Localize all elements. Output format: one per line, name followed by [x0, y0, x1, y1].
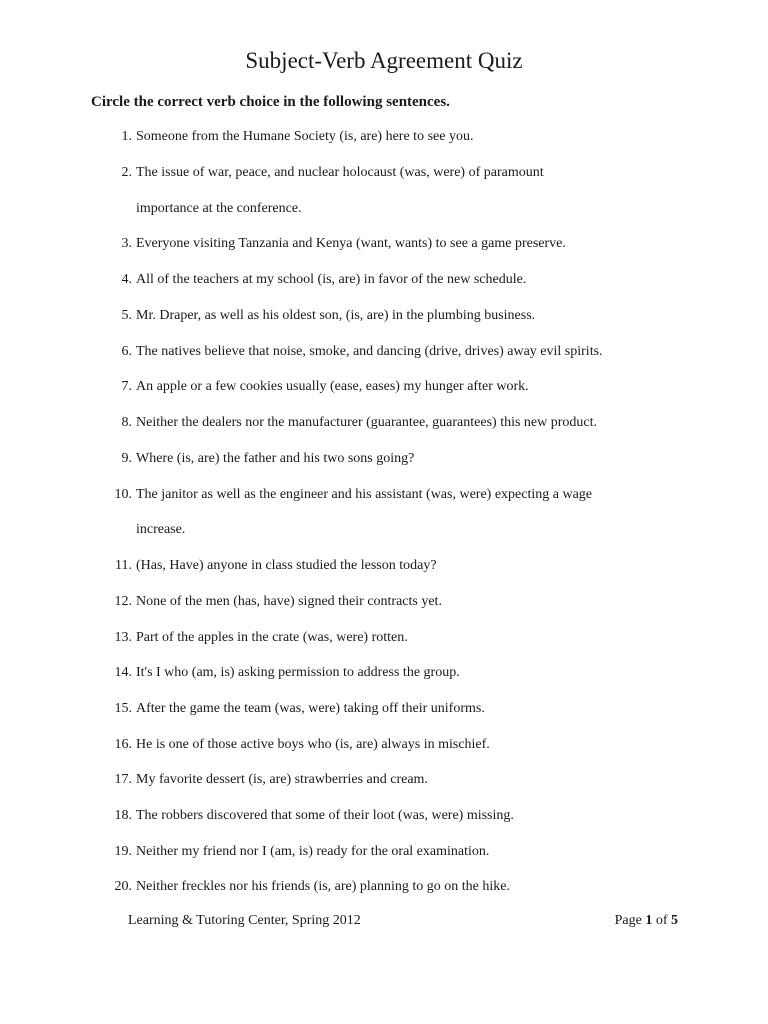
quiz-item	[0, 592, 768, 612]
item-text: Neither my friend nor I (am, is) ready for the oral examination.	[136, 844, 490, 859]
page-total: 5	[671, 913, 678, 928]
page-title: Subject-Verb Agreement Quiz	[245, 48, 523, 73]
item-number: 16.	[114, 737, 132, 752]
item-number: 20.	[114, 879, 132, 894]
item-text: Where (is, are) the father and his two sons going?	[136, 451, 415, 466]
quiz-item	[0, 270, 768, 290]
quiz-item	[0, 127, 768, 147]
page-current: 1	[645, 913, 653, 928]
page-label: Page	[614, 913, 642, 928]
item-text: Neither freckles nor his friends (is, are) planning to go on the hike.	[136, 879, 511, 894]
item-number: 7.	[121, 379, 132, 394]
item-text: It's I who (am, is) asking permission to address the group.	[136, 665, 460, 680]
item-text: Mr. Draper, as well as his oldest son, (is, are) in the plumbing business.	[136, 308, 536, 323]
quiz-item	[0, 342, 768, 362]
item-text: The issue of war, peace, and nuclear holocaust (was, were) of paramount	[136, 165, 544, 180]
item-number: 3.	[121, 236, 132, 251]
item-number: 2.	[121, 165, 132, 180]
item-number: 1.	[121, 129, 132, 144]
item-number: 14.	[114, 665, 132, 680]
item-text: Someone from the Humane Society (is, are) here to see you.	[136, 129, 474, 144]
item-text: An apple or a few cookies usually (ease, eases) my hunger after work.	[136, 379, 529, 394]
item-text: Everyone visiting Tanzania and Kenya (want, wants) to see a game preserve.	[136, 236, 566, 251]
item-text: The janitor as well as the engineer and his assistant (was, were) expecting a wage	[136, 487, 592, 502]
quiz-item	[0, 234, 768, 254]
instructions: Circle the correct verb choice in the following sentences.	[91, 94, 450, 110]
quiz-item	[0, 842, 768, 862]
item-text-continuation: importance at the conference.	[136, 201, 302, 216]
quiz-item	[0, 449, 768, 469]
footer-center-name: Learning & Tutoring Center, Spring 2012	[128, 913, 361, 928]
item-number: 5.	[121, 308, 132, 323]
item-number: 18.	[114, 808, 132, 823]
page-number	[615, 911, 678, 931]
quiz-item	[0, 377, 768, 397]
quiz-item	[0, 556, 768, 576]
quiz-item	[0, 413, 768, 433]
item-text: (Has, Have) anyone in class studied the lesson today?	[136, 558, 437, 573]
quiz-item	[0, 163, 768, 183]
quiz-item	[0, 735, 768, 755]
item-text: None of the men (has, have) signed their contracts yet.	[136, 594, 442, 609]
item-text: Part of the apples in the crate (was, were) rotten.	[136, 630, 408, 645]
item-number: 8.	[121, 415, 132, 430]
item-text: Neither the dealers nor the manufacturer (guarantee, guarantees) this new product.	[136, 415, 598, 430]
item-number: 19.	[114, 844, 132, 859]
item-text-continuation: increase.	[136, 522, 186, 537]
quiz-item	[0, 628, 768, 648]
item-text: The robbers discovered that some of their loot (was, were) missing.	[136, 808, 514, 823]
quiz-item	[0, 699, 768, 719]
quiz-item	[0, 663, 768, 683]
page-of: of	[655, 913, 668, 928]
item-text: The natives believe that noise, smoke, and dancing (drive, drives) away evil spirits.	[136, 344, 603, 359]
item-text: He is one of those active boys who (is, are) always in mischief.	[136, 737, 490, 752]
quiz-item	[0, 306, 768, 326]
item-number: 4.	[121, 272, 132, 287]
item-number: 6.	[121, 344, 132, 359]
item-number: 10.	[114, 487, 132, 502]
item-text: All of the teachers at my school (is, are) in favor of the new schedule.	[136, 272, 527, 287]
item-number: 15.	[114, 701, 132, 716]
item-text: After the game the team (was, were) taking off their uniforms.	[136, 701, 485, 716]
item-number: 9.	[121, 451, 132, 466]
quiz-item	[0, 877, 768, 897]
quiz-item	[0, 806, 768, 826]
quiz-item	[0, 770, 768, 790]
item-text: My favorite dessert (is, are) strawberries and cream.	[136, 772, 428, 787]
item-number: 12.	[114, 594, 132, 609]
quiz-item	[0, 485, 768, 505]
item-number: 11.	[115, 558, 132, 573]
item-number: 17.	[114, 772, 132, 787]
item-number: 13.	[114, 630, 132, 645]
